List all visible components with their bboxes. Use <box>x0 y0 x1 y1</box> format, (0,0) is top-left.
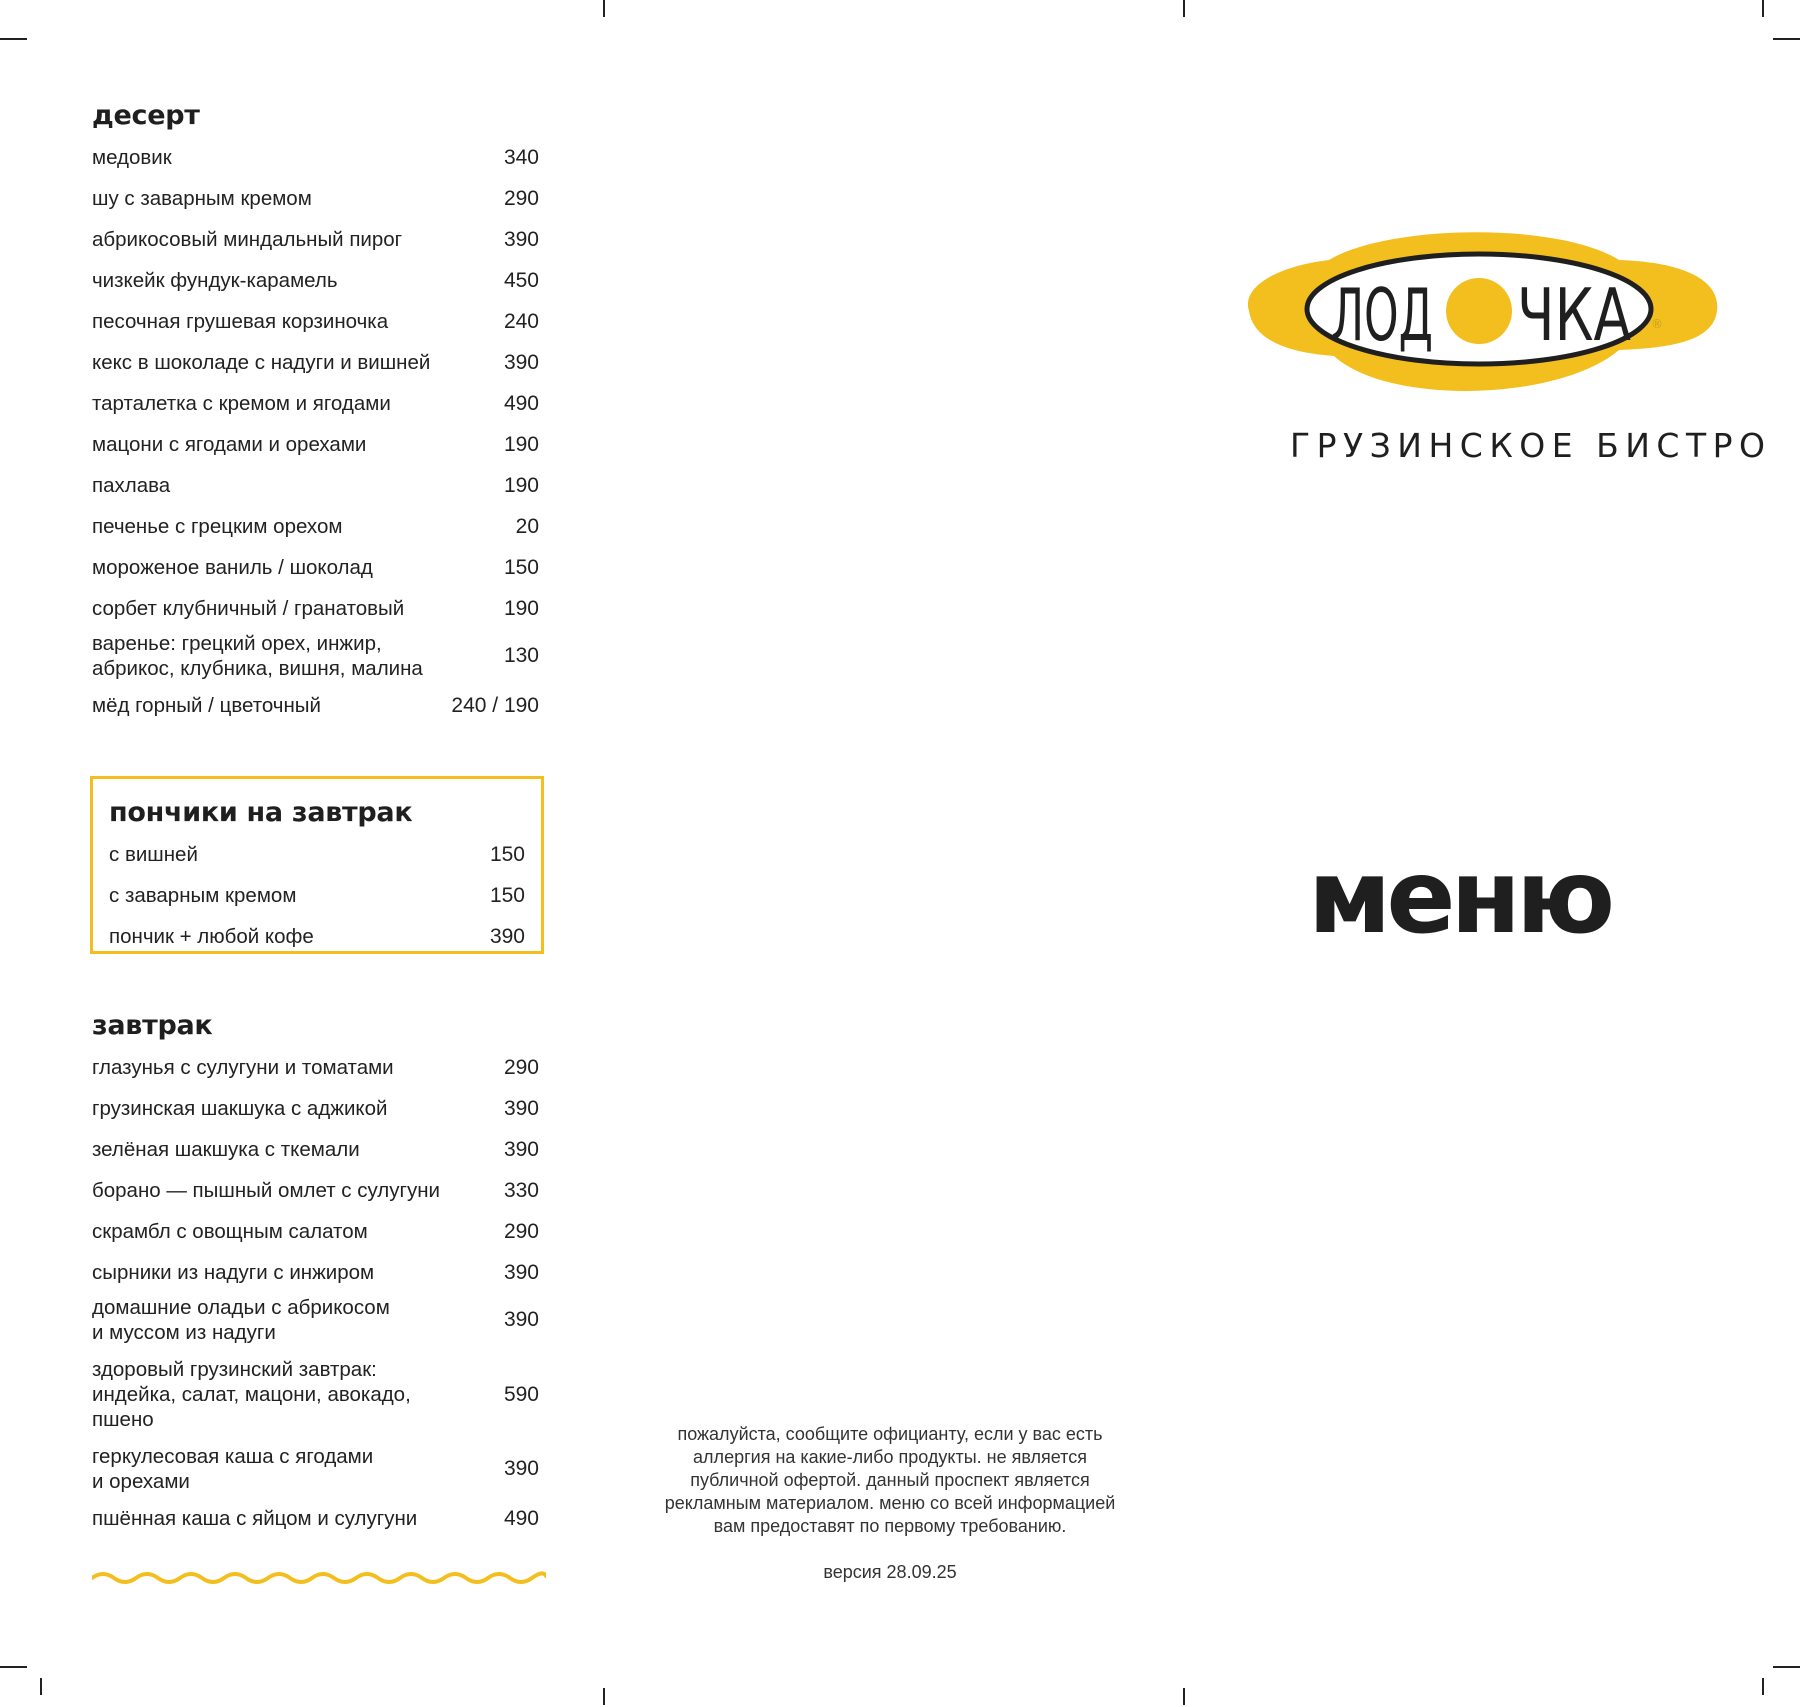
menu-item-name: зелёная шакшука с ткемали <box>92 1138 360 1161</box>
crop-mark <box>603 0 605 17</box>
menu-item-name: кекс в шоколаде с надуги и вишней <box>92 351 431 374</box>
menu-item <box>92 514 539 539</box>
donuts-section <box>90 776 544 954</box>
menu-item-price: 290 <box>503 1055 539 1079</box>
menu-item-price: 20 <box>515 514 539 538</box>
crop-mark <box>1773 1666 1800 1668</box>
menu-item <box>92 1219 539 1244</box>
registered-mark: ® <box>1651 317 1663 331</box>
wavy-divider <box>92 1568 546 1588</box>
menu-item <box>92 1357 539 1432</box>
menu-item <box>92 350 539 375</box>
crop-mark <box>1762 0 1764 17</box>
menu-item-name: пончик + любой кофе <box>109 925 314 948</box>
menu-item-price: 390 <box>503 1308 539 1331</box>
menu-item-name: грузинская шакшука с аджикой <box>92 1097 388 1120</box>
donuts-list <box>109 842 525 949</box>
version-label: версия 28.09.25 <box>823 1562 957 1582</box>
menu-item <box>92 145 539 170</box>
menu-item <box>92 596 539 621</box>
menu-item <box>92 432 539 457</box>
crop-mark <box>1183 1688 1185 1705</box>
menu-item-name: здоровый грузинский завтрак: индейка, салат, мацони, авокадо, пшено <box>92 1358 411 1431</box>
menu-item-name: сырники из надуги с инжиром <box>92 1261 375 1284</box>
menu-item <box>92 227 539 252</box>
menu-item-name: скрамбл с овощным салатом <box>92 1220 368 1243</box>
menu-item <box>92 186 539 211</box>
menu-item-price: 150 <box>489 842 525 866</box>
menu-item-name: мороженое ваниль / шоколад <box>92 556 373 579</box>
menu-item-price: 240 / 190 <box>451 693 539 717</box>
menu-item-price: 390 <box>503 1096 539 1120</box>
menu-item-price: 490 <box>503 391 539 415</box>
menu-item-name: тарталетка с кремом и ягодами <box>92 392 391 415</box>
menu-item-name: пшённая каша с яйцом и сулугуни <box>92 1507 418 1530</box>
section-title: завтрак <box>92 1010 213 1041</box>
menu-item <box>92 693 539 718</box>
menu-item <box>109 924 525 949</box>
breakfast-list <box>92 1055 539 1531</box>
crop-mark <box>0 38 27 40</box>
menu-item-price: 390 <box>503 1137 539 1161</box>
menu-item-price: 390 <box>503 1457 539 1480</box>
dessert-list <box>92 145 539 718</box>
menu-item <box>92 1137 539 1162</box>
menu-item-price: 190 <box>503 473 539 497</box>
menu-item <box>92 1055 539 1080</box>
menu-item <box>92 391 539 416</box>
disclaimer-text: пожалуйста, сообщите официанту, если у вас есть аллергия на какие-либо продукты. не является публичной офертой. данный проспект является рекламным материалом. меню со всей информацией вам предоставят по первому требованию. <box>664 1424 1116 1536</box>
menu-item-price: 330 <box>503 1178 539 1202</box>
menu-item <box>92 1444 539 1494</box>
menu-item-price: 150 <box>503 555 539 579</box>
menu-item-price: 390 <box>503 1260 539 1284</box>
menu-item-name: борано — пышный омлет с сулугуни <box>92 1179 441 1202</box>
menu-item-price: 190 <box>503 596 539 620</box>
dessert-section <box>92 100 539 718</box>
cover-title: меню <box>1308 838 1611 957</box>
crop-mark <box>1773 38 1800 40</box>
menu-item-name: чизкейк фундук-карамель <box>92 269 338 292</box>
menu-item <box>92 1096 539 1121</box>
menu-item-name: мёд горный / цветочный <box>92 694 321 717</box>
menu-item <box>92 555 539 580</box>
menu-item-name: печенье с грецким орехом <box>92 515 343 538</box>
menu-item-name: глазунья с сулугуни и томатами <box>92 1056 394 1079</box>
menu-item-name: мацони с ягодами и орехами <box>92 433 367 456</box>
menu-item-name: медовик <box>92 146 172 169</box>
menu-item <box>92 631 539 681</box>
menu-item-price: 390 <box>489 924 525 948</box>
brand-yolk <box>1446 278 1512 344</box>
section-title: десерт <box>92 100 200 131</box>
brand-logo <box>1239 216 1719 416</box>
menu-item-price: 390 <box>503 350 539 374</box>
menu-item <box>92 473 539 498</box>
menu-item-price: 130 <box>503 644 539 667</box>
menu-item <box>92 1260 539 1285</box>
crop-mark <box>40 1678 42 1695</box>
menu-item <box>92 268 539 293</box>
menu-item <box>109 842 525 867</box>
menu-item-price: 150 <box>489 883 525 907</box>
menu-item-name: геркулесовая каша с ягодами и орехами <box>92 1445 374 1493</box>
menu-item-name: пахлава <box>92 474 171 497</box>
menu-item-price: 450 <box>503 268 539 292</box>
menu-item <box>92 1506 539 1531</box>
crop-mark <box>0 1666 27 1668</box>
menu-item-name: варенье: грецкий орех, инжир, абрикос, клубника, вишня, малина <box>92 632 423 680</box>
menu-item-name: шу с заварным кремом <box>92 187 312 210</box>
crop-mark <box>603 1688 605 1705</box>
menu-item <box>109 883 525 908</box>
menu-item-price: 390 <box>503 227 539 251</box>
menu-item-price: 340 <box>503 145 539 169</box>
menu-item-price: 490 <box>503 1506 539 1530</box>
menu-item <box>92 1295 539 1345</box>
brand-subtitle: ГРУЗИНСКОЕ БИСТРО <box>1290 426 1772 465</box>
menu-item-name: домашние оладьи с абрикосом и муссом из надуги <box>92 1296 390 1344</box>
menu-item-name: сорбет клубничный / гранатовый <box>92 597 405 620</box>
menu-item <box>92 1178 539 1203</box>
brand-name-right: ЧКА <box>1517 273 1631 357</box>
menu-item-price: 290 <box>503 186 539 210</box>
section-title: пончики на завтрак <box>109 797 413 828</box>
breakfast-section <box>92 1010 539 1531</box>
menu-item-price: 290 <box>503 1219 539 1243</box>
menu-item-price: 240 <box>503 309 539 333</box>
menu-item-price: 590 <box>503 1382 539 1406</box>
menu-item-name: с заварным кремом <box>109 884 297 907</box>
menu-item-price: 190 <box>503 432 539 456</box>
crop-mark <box>1183 0 1185 17</box>
menu-item-name: с вишней <box>109 843 198 866</box>
menu-item <box>92 309 539 334</box>
menu-item-name: песочная грушевая корзиночка <box>92 310 389 333</box>
menu-item-name: абрикосовый миндальный пирог <box>92 228 403 251</box>
crop-mark <box>1762 1678 1764 1695</box>
brand-name-left: ЛОД <box>1331 273 1433 357</box>
